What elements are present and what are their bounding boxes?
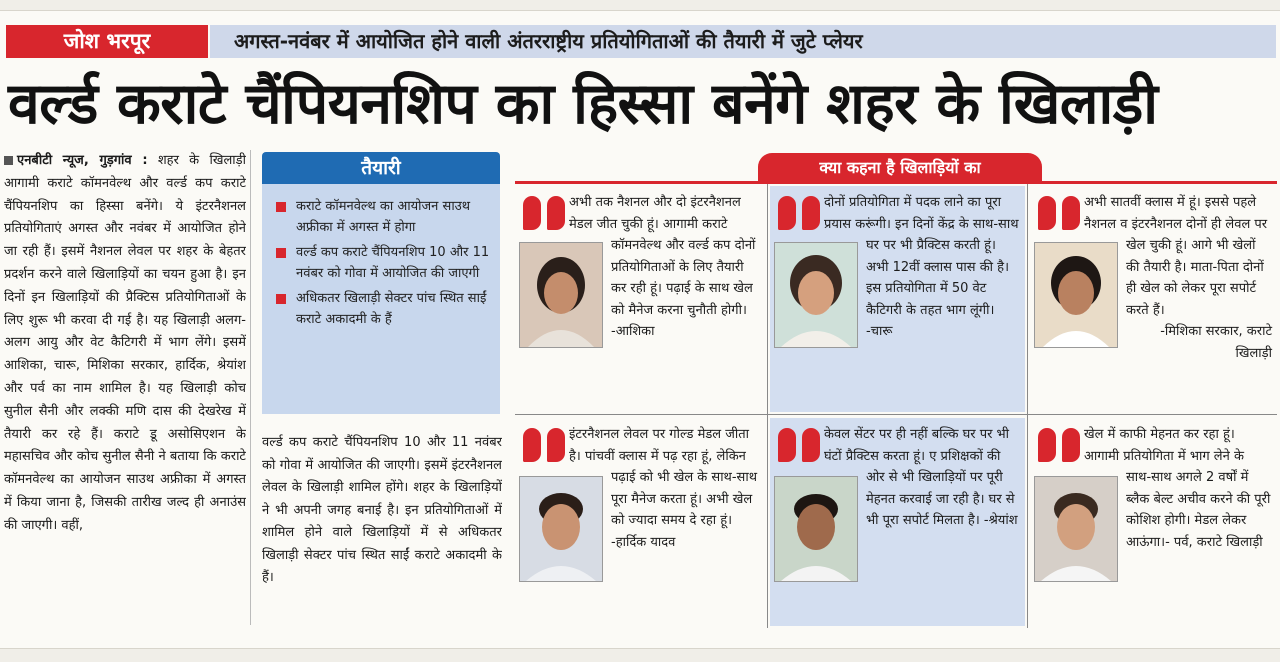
quote-card-ashika: [515, 186, 767, 412]
taiyari-box-heading: तैयारी: [262, 152, 500, 184]
quote-card-mishika: [1030, 186, 1278, 412]
kicker-text: अगस्त-नवंबर में आयोजित होने वाली अंतरराष्ट्रीय प्रतियोगिताओं की तैयारी में जुटे प्लेयर: [234, 29, 863, 53]
article-column-1: [4, 150, 246, 625]
quotes-grid-divider: [515, 414, 1277, 415]
taiyari-box: [262, 184, 500, 414]
headline: वर्ल्ड कराटे चैंपियनशिप का हिस्सा बनेंगे शहर के खिलाड़ी: [8, 71, 1158, 137]
quote-text: अभी सातवीं क्लास में हूं। इससे पहले नैशनल व इंटरनैशनल दोनों ही लेवल पर खेल चुकी हूं। आगे भी खेलों की तैयारी है। माता-पिता दोनों ही खेल को लेकर पूरा सपोर्ट करते हैं।: [1084, 195, 1268, 318]
article-body-1: शहर के खिलाड़ी आगामी कराटे कॉमनवेल्थ और वर्ल्ड कप कराटे चैंपियनशिप का हिस्सा बनेंगे। ये इंटरनैशनल प्रतियोगिताएं अगस्त और नवंबर में आयोजित होने जा रही हैं। इसमें नैशनल लेवल पर शहर के बेहतर प्रदर्शन करने वाले खिलाड़ियों का चयन हुआ है। इन दिनों इन खिलाड़ियों की प्रैक्टिस प्रतियोगिताओं के लिए शुरू भी करवा दी गई है। यह खिलाड़ी अलग-अलग आयु और वेट कैटिगरी में भाग लेंगे। इसमें आशिका, चारू, मिशिका सरकार, हार्दिक, श्रेयांश और पर्व का नाम शामिल है। यह खिलाड़ी कोच सुनील सैनी और लक्की मणि दास की देखरेख में तैयारी कर रहे हैं। कराटे डू असोसिएशन के महासचिव और कोच सुनील सैनी ने बताया कि कराटे कॉमनवेल्थ का आयोजन साउथ अफ्रीका में अगस्त में किया जाना है, जिसकी तारीख जल्द ही अनाउंस की जाएगी। वहीं,: [4, 153, 246, 533]
taiyari-item: अधिकतर खिलाड़ी सेक्टर पांच स्थित साईं कराटे अकादमी के हैं: [276, 288, 492, 330]
byline: एनबीटी न्यूज, गुड़गांव :: [17, 153, 148, 168]
quotes-grid-divider: [1027, 184, 1028, 628]
quote-attribution: -श्रेयांश: [979, 513, 1018, 528]
quote-attribution: - पर्व, कराटे खिलाड़ी: [1165, 534, 1263, 550]
red-square-bullet-icon: [276, 248, 286, 258]
quote-text: दोनों प्रतियोगिता में पदक लाने का पूरा प्रयास करूंगी। इन दिनों केंद्र के साथ-साथ घर पर भी प्रैक्टिस करती हूं। अभी 12वीं क्लास पास की है। इस प्रतियोगिता में 50 वेट कैटिगरी के तहत भाग लूंगी।: [824, 195, 1019, 318]
quote-text: केवल सेंटर पर ही नहीं बल्कि घर पर भी घंटों प्रैक्टिस करता हूं। ए प्रशिक्षकों की ओर से भी खिलाड़ियों पर पूरी मेहनत करवाई जा रही है। घर से भी पूरा सपोर्ट मिलता है।: [824, 427, 1015, 528]
quote-card-parv: [1030, 418, 1278, 626]
quote-attribution: -आशिका: [611, 324, 655, 339]
byline-square-icon: [4, 156, 13, 165]
quote-attribution: -हार्दिक यादव: [611, 534, 676, 550]
taiyari-item: वर्ल्ड कप कराटे चैंपियनशिप 10 और 11 नवंबर को गोवा में आयोजित की जाएगी: [276, 242, 492, 284]
quote-attribution: -मिशिका सरकार, कराटे खिलाड़ी: [1160, 324, 1272, 361]
kicker-tag: जोश भरपूर: [6, 25, 208, 58]
quote-text: अभी तक नैशनल और दो इंटरनैशनल मेडल जीत चुकी हूं। आगामी कराटे कॉमनवेल्थ और वर्ल्ड कप दोनों प्रतियोगिताओं के लिए तैयारी कर रही हूं। पढ़ाई के साथ खेल को मैनेज करना चुनौती होगी।: [569, 195, 756, 318]
quote-card-hardik: [515, 418, 767, 626]
quote-attribution: -चारू: [866, 324, 893, 339]
page-top-margin: [0, 0, 1280, 11]
quote-text: इंटरनैशनल लेवल पर गोल्ड मेडल जीता है। पांचवीं क्लास में पढ़ रहा हूं, लेकिन पढ़ाई को भी खेल के साथ-साथ पूरा मैनेज करता हूं। अभी खेल को ज्यादा समय दे रहा हूं।: [569, 427, 758, 528]
quote-card-shreyansh: [770, 418, 1025, 626]
kicker-band: [210, 25, 1276, 58]
red-square-bullet-icon: [276, 294, 286, 304]
quotes-section-rule: [515, 181, 1277, 184]
quote-text: खेल में काफी मेहनत कर रहा हूं। आगामी प्रतियोगिता में भाग लेने के साथ-साथ अगले 2 वर्षों में ब्लैक बेल्ट अचीव करने की पूरी कोशिश होगी। मेडल लेकर आऊंगा।: [1084, 427, 1271, 550]
taiyari-item: कराटे कॉमनवेल्थ का आयोजन साउथ अफ्रीका में अगस्त में होगा: [276, 196, 492, 238]
quote-card-charu: [770, 186, 1025, 412]
quotes-section-heading: क्या कहना है खिलाड़ियों का: [758, 153, 1042, 183]
red-square-bullet-icon: [276, 202, 286, 212]
article-column-2: वर्ल्ड कप कराटे चैंपियनशिप 10 और 11 नवंबर को गोवा में आयोजित की जाएगी। इसमें इंटरनैशनल लेवल के खिलाड़ी शामिल होंगे। शहर के खिलाड़ियों ने भी अपनी जगह बनाई है। इन प्रतियोगिताओं में शामिल होने वाले खिलाड़ियों में से अधिकतर खिलाड़ी सेक्टर पांच स्थित साईं कराटे अकादमी के हैं।: [262, 435, 502, 585]
quotes-grid-divider: [767, 184, 768, 628]
page-bottom-margin: [0, 648, 1280, 662]
column-divider: [250, 150, 251, 625]
